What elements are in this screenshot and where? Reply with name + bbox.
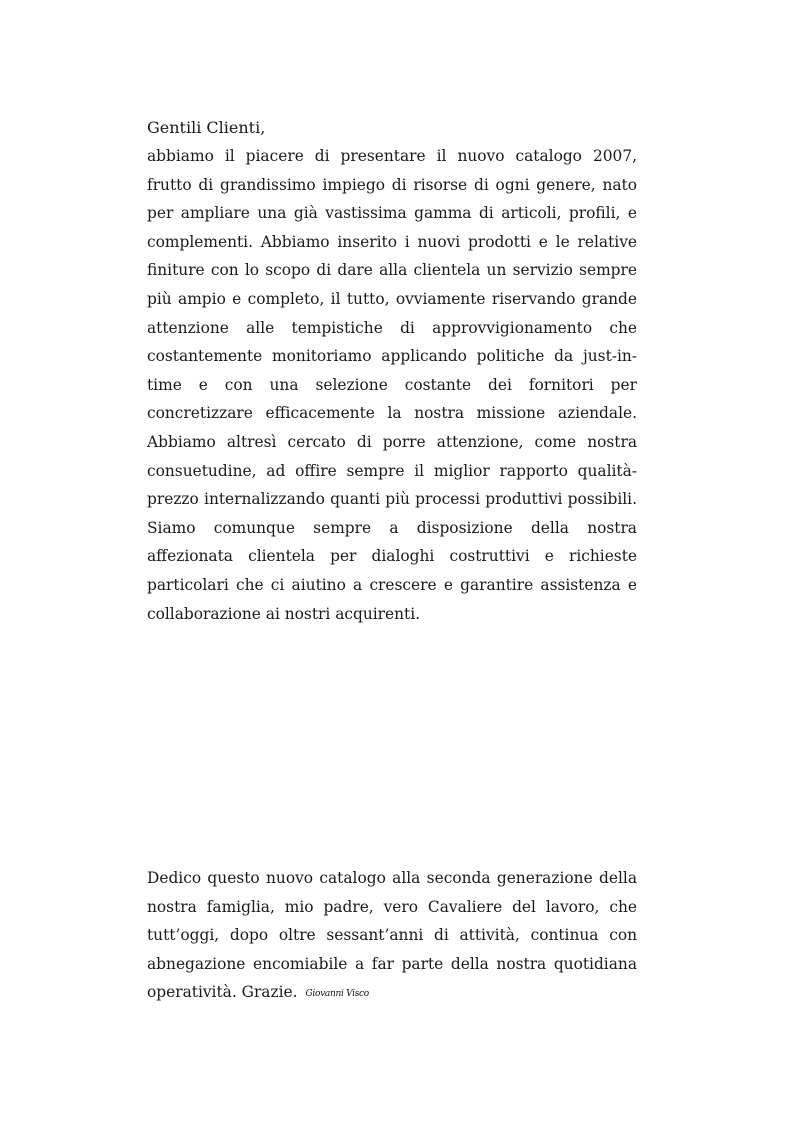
closing-text: Grazie. (241, 983, 298, 1002)
closing-line (242, 983, 369, 1001)
dedication-paragraph (147, 864, 637, 1009)
greeting: Gentili Clienti, (147, 118, 266, 137)
letter-body: abbiamo il piacere di presentare il nuovo catalogo 2007, frutto di grandissimo impiego di risorse di ogni genere, nato per ampliare una già vastissima gamma di articoli, profili, e complementi. Abbiamo inserito i nuovi prodotti e le relative finiture con lo scopo di dare alla clientela un servizio sempre più ampio e completo, il tutto, ovviamente riservando grande attenzione alle tempistiche di approvvigionamento che costantemente monitoriamo applicando politiche da just-in-time e con una selezione costante dei fornitori per concretizzare efficacemente la nostra missione aziendale. Abbiamo altresì cercato di porre attenzione, come nostra consuetudine, ad offire sempre il miglior rapporto qualità-prezzo internalizzando quanti più processi produttivi possibili. Siamo comunque sempre a disposizione della nostra affezionata clientela per dialoghi costruttivi e richieste particolari che ci aiutino a crescere e garantire assistenza e collaborazione ai nostri acquirenti. (147, 147, 637, 623)
dedication-text: Dedico questo nuovo catalogo alla seconda generazione della nostra famiglia, mio padre, vero Cavaliere del lavoro, che tutt’oggi, dopo oltre sessant’anni di attività, continua con abnegazione encomiabile a far parte della nostra quotidiana operatività. (147, 869, 637, 1002)
handwritten-signature: Giovanni Visco (305, 989, 369, 1000)
